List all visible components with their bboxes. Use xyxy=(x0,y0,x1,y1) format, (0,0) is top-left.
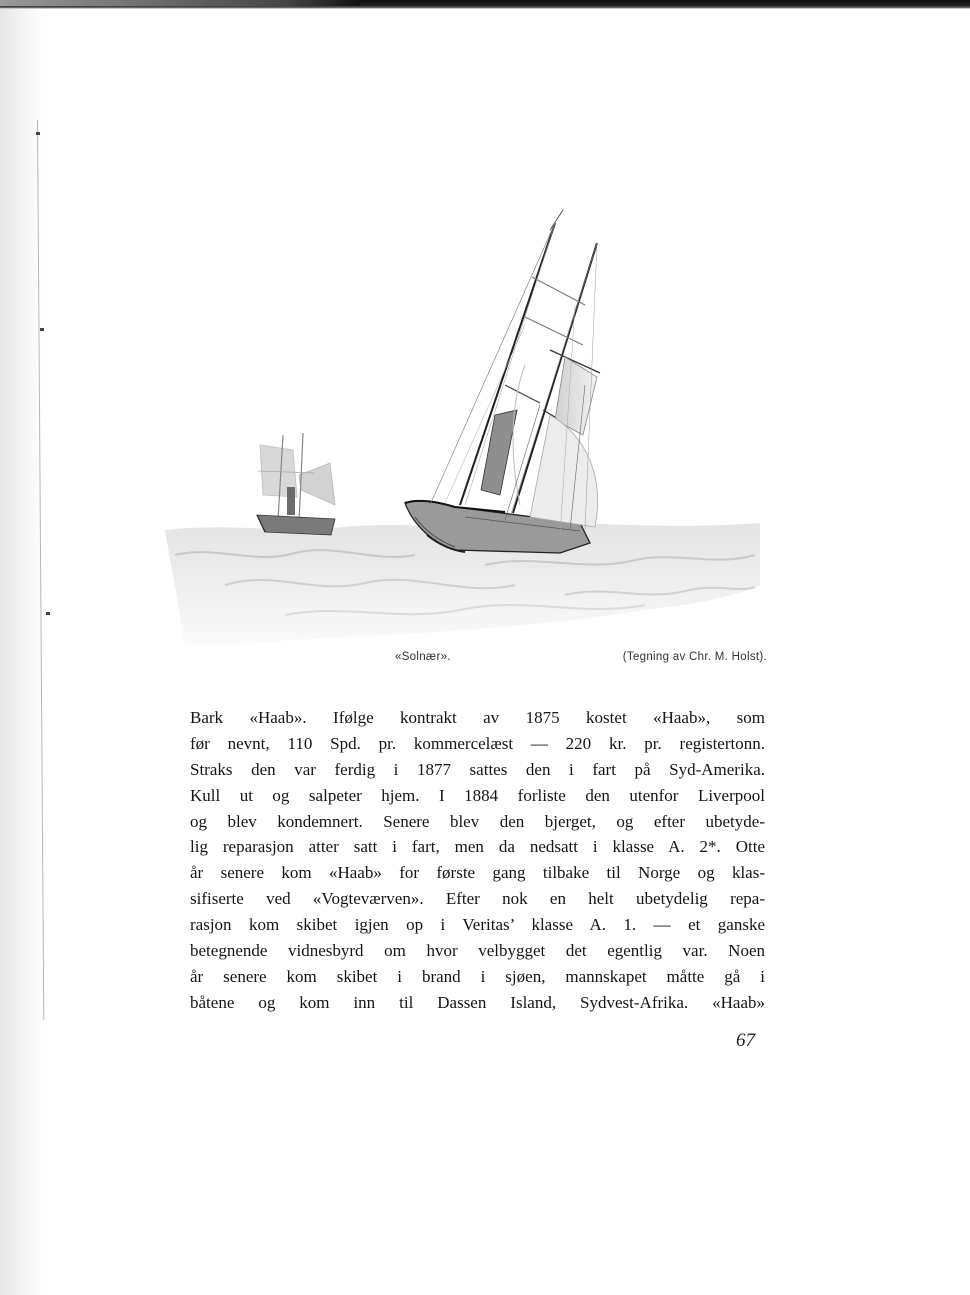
text-line: sifiserte ved «Vogteværven». Efter nok en helt ubetydelig repa- xyxy=(190,889,765,909)
text-line: rasjon kom skibet igjen op i Veritas’ klasse A. 1. — et ganske xyxy=(190,915,765,935)
text-line: år senere kom skibet i brand i sjøen, mannskapet måtte gå i xyxy=(190,966,765,986)
text-line: og blev kondemnert. Senere blev den bjerget, og efter ubetyde- xyxy=(190,811,765,831)
fold-mark xyxy=(40,328,44,331)
text-line: betegnende vidnesbyrd om hvor velbygget det egentlig var. Noen xyxy=(190,941,765,961)
caption-ship-name: «Solnær». xyxy=(395,651,451,663)
ship-illustration xyxy=(165,205,765,645)
text-line: Kull ut og salpeter hjem. I 1884 forliste den utenfor Liverpool xyxy=(190,785,765,805)
fold-mark xyxy=(46,612,50,615)
scan-top-edge xyxy=(0,0,970,9)
background-steamer xyxy=(257,433,335,535)
fold-mark xyxy=(36,132,40,135)
caption-credit: (Tegning av Chr. M. Holst). xyxy=(622,651,767,663)
text-line: år senere kom «Haab» for første gang tilbake til Norge og klas- xyxy=(190,863,765,883)
page-number: 67 xyxy=(736,1030,755,1051)
text-line: Bark «Haab». Ifølge kontrakt av 1875 kostet «Haab», som xyxy=(190,708,765,727)
text-line: båtene og kom inn til Dassen Island, Sydvest-Afrika. «Haab» xyxy=(190,992,765,1012)
text-line: før nevnt, 110 Spd. pr. kommercelæst — 220 kr. pr. registertonn. xyxy=(190,733,765,753)
main-ship xyxy=(405,210,600,553)
text-line: lig reparasjon atter satt i fart, men da nedsatt i klasse A. 2*. Otte xyxy=(190,837,765,857)
text-line: Straks den var ferdig i 1877 sattes den i fart på Syd-Amerika. xyxy=(190,759,765,779)
body-paragraph xyxy=(190,705,765,1016)
